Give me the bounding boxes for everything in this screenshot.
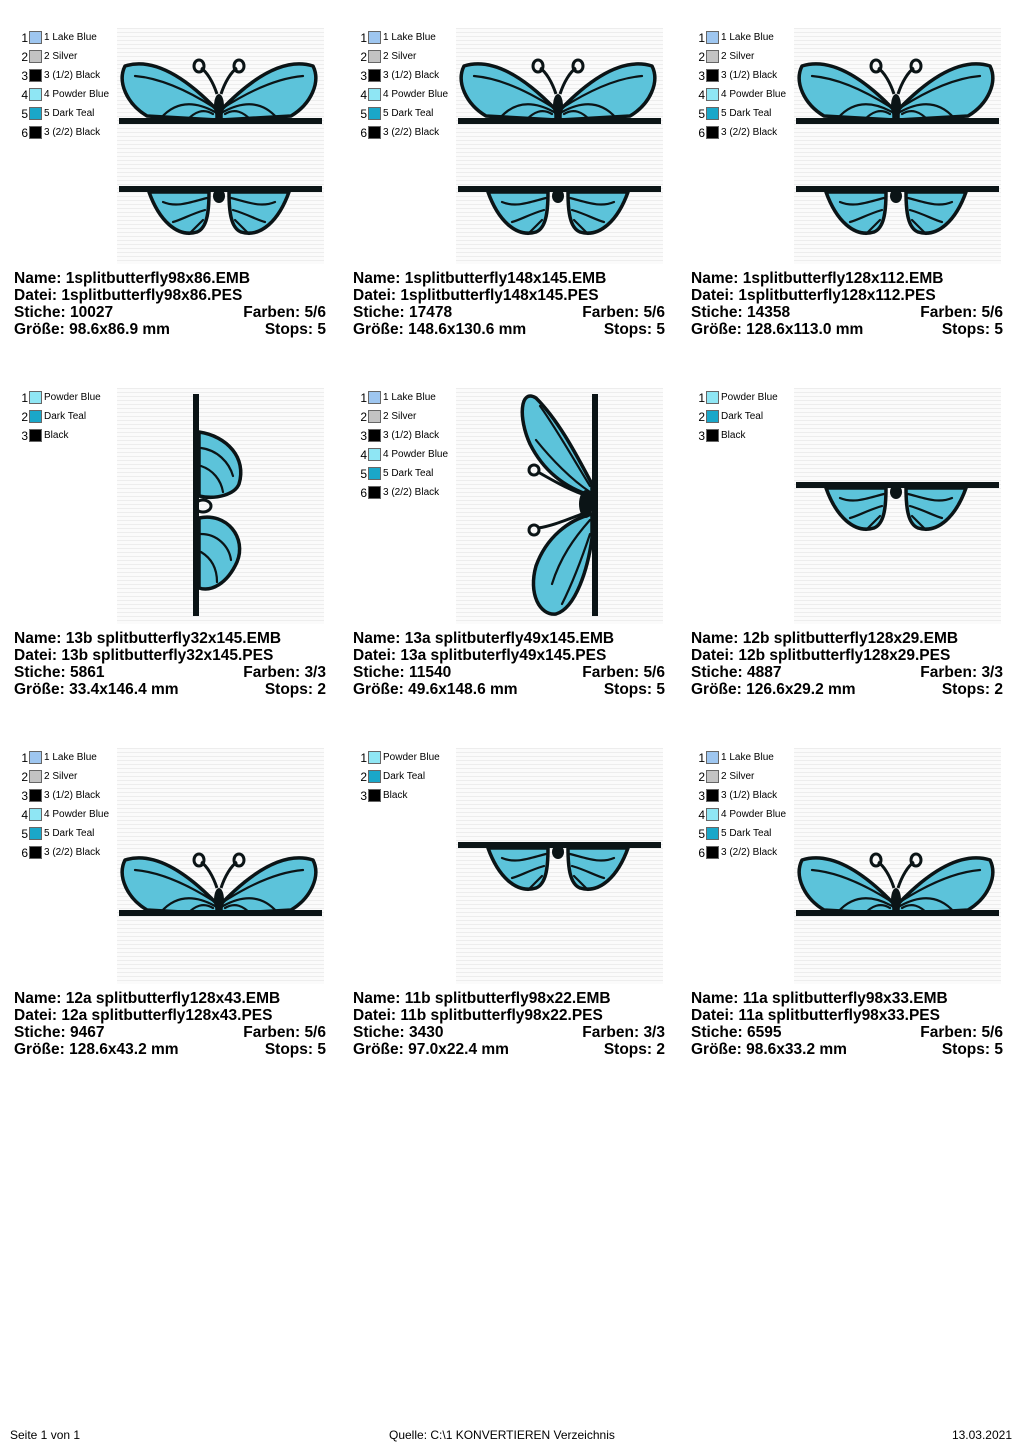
legend-color-name: 4 Powder Blue (383, 89, 449, 100)
legend-number: 1 (698, 750, 705, 765)
legend-number: 5 (698, 826, 705, 841)
legend-color-name: 1 Lake Blue (44, 752, 97, 763)
color-swatch (706, 751, 719, 764)
color-swatch (368, 410, 381, 423)
legend-number: 3 (360, 788, 367, 803)
color-swatch (29, 827, 42, 840)
legend-row (695, 748, 805, 767)
legend-row (695, 805, 805, 824)
design-name: Name: 13a splitbuterfly49x145.EMB (353, 630, 615, 647)
legend-row (357, 388, 467, 407)
design-card (353, 720, 683, 1060)
legend-color-name: 5 Dark Teal (721, 828, 772, 839)
legend-color-name: 2 Silver (721, 51, 755, 62)
legend-row (695, 85, 805, 104)
legend-color-name: 1 Lake Blue (721, 752, 774, 763)
legend-color-name: Powder Blue (44, 392, 101, 403)
color-count: Farben: 5/6 (920, 304, 1003, 321)
color-swatch (706, 789, 719, 802)
split-bar-top (796, 118, 999, 124)
legend-color-name: 5 Dark Teal (44, 108, 95, 119)
legend-row (357, 407, 467, 426)
design-preview (794, 388, 1001, 624)
color-swatch (29, 751, 42, 764)
stop-count: Stops: 5 (264, 1041, 326, 1058)
design-file: Datei: 1splitbutterfly98x86.PES (14, 287, 243, 304)
color-count: Farben: 5/6 (582, 304, 665, 321)
design-preview (456, 388, 663, 624)
design-preview (456, 748, 663, 984)
design-name: Name: 1splitbutterfly98x86.EMB (14, 270, 251, 287)
color-count: Farben: 5/6 (920, 1024, 1003, 1041)
legend-color-name: 3 (1/2) Black (383, 70, 440, 81)
legend-number: 6 (21, 125, 28, 140)
legend-row (695, 843, 805, 862)
legend-color-name: 3 (1/2) Black (383, 430, 440, 441)
legend-color-name: 3 (2/2) Black (383, 127, 440, 138)
color-swatch (368, 486, 381, 499)
legend-color-name: 5 Dark Teal (44, 828, 95, 839)
design-preview (117, 748, 324, 984)
legend-color-name: 1 Lake Blue (44, 32, 97, 43)
legend-number: 1 (360, 30, 367, 45)
design-card (14, 720, 344, 1060)
stitch-count: Stiche: 10027 (14, 304, 114, 321)
hoop-background (456, 748, 663, 984)
color-count: Farben: 3/3 (920, 664, 1003, 681)
thread-color-legend (695, 748, 805, 862)
legend-color-name: 2 Silver (44, 771, 78, 782)
legend-color-name: Black (721, 430, 746, 441)
design-name: Name: 1splitbutterfly148x145.EMB (353, 270, 607, 287)
design-file: Datei: 12a splitbutterfly128x43.PES (14, 1007, 273, 1024)
design-size: Größe: 126.6x29.2 mm (691, 681, 856, 698)
thread-color-legend (357, 388, 467, 502)
legend-row (18, 28, 128, 47)
color-swatch (368, 126, 381, 139)
legend-color-name: 1 Lake Blue (383, 392, 436, 403)
color-swatch (368, 69, 381, 82)
legend-color-name: 2 Silver (44, 51, 78, 62)
color-swatch (706, 410, 719, 423)
design-file: Datei: 1splitbutterfly128x112.PES (691, 287, 936, 304)
legend-number: 5 (360, 106, 367, 121)
legend-number: 1 (21, 30, 28, 45)
color-swatch (368, 467, 381, 480)
legend-number: 1 (698, 390, 705, 405)
color-swatch (29, 31, 42, 44)
legend-row (18, 123, 128, 142)
color-swatch (29, 391, 42, 404)
legend-number: 1 (698, 30, 705, 45)
color-swatch (29, 789, 42, 802)
color-swatch (29, 770, 42, 783)
legend-color-name: 3 (1/2) Black (721, 70, 778, 81)
color-swatch (368, 50, 381, 63)
legend-row (357, 748, 467, 767)
legend-number: 5 (21, 826, 28, 841)
legend-row (18, 388, 128, 407)
stitch-count: Stiche: 14358 (691, 304, 791, 321)
legend-number: 6 (21, 845, 28, 860)
design-size: Größe: 128.6x113.0 mm (691, 321, 864, 338)
legend-number: 3 (360, 68, 367, 83)
legend-number: 4 (360, 87, 367, 102)
design-card (14, 0, 344, 340)
thread-color-legend (18, 388, 128, 445)
legend-number: 1 (21, 750, 28, 765)
legend-color-name: 3 (2/2) Black (383, 487, 440, 498)
embroidery-preview-svg (794, 748, 1001, 984)
legend-row (695, 28, 805, 47)
design-info (353, 990, 665, 1058)
color-swatch (706, 827, 719, 840)
legend-row (695, 47, 805, 66)
legend-row (18, 805, 128, 824)
embroidery-preview-svg (117, 388, 324, 624)
legend-color-name: 4 Powder Blue (721, 809, 787, 820)
embroidery-preview-svg (456, 28, 663, 264)
color-swatch (368, 391, 381, 404)
legend-row (18, 843, 128, 862)
legend-row (695, 66, 805, 85)
stitch-count: Stiche: 17478 (353, 304, 453, 321)
legend-row (18, 786, 128, 805)
split-bar (796, 910, 999, 916)
legend-number: 3 (698, 428, 705, 443)
design-size: Größe: 33.4x146.4 mm (14, 681, 179, 698)
color-swatch (368, 429, 381, 442)
footer-page-number: Seite 1 von 1 (10, 1428, 81, 1442)
color-swatch (706, 846, 719, 859)
legend-number: 4 (360, 447, 367, 462)
stop-count: Stops: 5 (603, 681, 665, 698)
legend-row (18, 85, 128, 104)
legend-color-name: Dark Teal (721, 411, 764, 422)
hoop-background (117, 388, 324, 624)
legend-number: 2 (698, 49, 705, 64)
stitch-count: Stiche: 5861 (14, 664, 105, 681)
legend-row (357, 426, 467, 445)
split-bar (119, 910, 322, 916)
design-card (691, 0, 1021, 340)
legend-row (357, 767, 467, 786)
legend-row (357, 445, 467, 464)
color-count: Farben: 5/6 (582, 664, 665, 681)
design-file: Datei: 13b splitbutterfly32x145.PES (14, 647, 274, 664)
stop-count: Stops: 5 (264, 321, 326, 338)
legend-number: 1 (21, 390, 28, 405)
stitch-count: Stiche: 6595 (691, 1024, 782, 1041)
legend-color-name: Powder Blue (383, 752, 440, 763)
legend-number: 3 (21, 68, 28, 83)
design-name: Name: 12b splitbutterfly128x29.EMB (691, 630, 959, 647)
stitch-count: Stiche: 9467 (14, 1024, 105, 1041)
legend-number: 4 (698, 87, 705, 102)
thread-color-legend (357, 28, 467, 142)
footer-source: Quelle: C:\1 KONVERTIEREN Verzeichnis (389, 1428, 615, 1442)
design-card (691, 720, 1021, 1060)
color-swatch (29, 808, 42, 821)
stitch-count: Stiche: 11540 (353, 664, 452, 681)
legend-number: 1 (360, 750, 367, 765)
stop-count: Stops: 5 (941, 1041, 1003, 1058)
design-card (353, 360, 683, 700)
legend-row (18, 824, 128, 843)
color-swatch (706, 126, 719, 139)
color-swatch (368, 448, 381, 461)
color-swatch (706, 69, 719, 82)
design-card (14, 360, 344, 700)
design-size: Größe: 98.6x86.9 mm (14, 321, 170, 338)
legend-color-name: 3 (1/2) Black (44, 790, 101, 801)
thread-color-legend (695, 28, 805, 142)
legend-number: 2 (360, 409, 367, 424)
legend-number: 5 (698, 106, 705, 121)
legend-color-name: 4 Powder Blue (721, 89, 787, 100)
legend-number: 6 (360, 125, 367, 140)
design-name: Name: 11b splitbutterfly98x22.EMB (353, 990, 611, 1007)
legend-color-name: Dark Teal (383, 771, 426, 782)
legend-color-name: 2 Silver (721, 771, 755, 782)
design-name: Name: 13b splitbutterfly32x145.EMB (14, 630, 282, 647)
design-preview (117, 28, 324, 264)
legend-row (695, 426, 805, 445)
legend-number: 2 (360, 49, 367, 64)
split-bar-top (458, 118, 661, 124)
color-count: Farben: 5/6 (243, 304, 326, 321)
color-swatch (706, 770, 719, 783)
design-size: Größe: 128.6x43.2 mm (14, 1041, 179, 1058)
butterfly-body (214, 888, 224, 912)
color-swatch (368, 88, 381, 101)
design-info (691, 990, 1003, 1058)
design-file: Datei: 13a splitbuterfly49x145.PES (353, 647, 607, 664)
stop-count: Stops: 2 (264, 681, 326, 698)
design-info (14, 630, 326, 698)
thread-color-legend (18, 748, 128, 862)
embroidery-preview-svg (117, 748, 324, 984)
legend-row (695, 388, 805, 407)
legend-row (357, 104, 467, 123)
color-swatch (29, 429, 42, 442)
legend-color-name: 3 (1/2) Black (721, 790, 778, 801)
color-swatch (706, 429, 719, 442)
legend-color-name: Black (44, 430, 69, 441)
legend-number: 4 (21, 87, 28, 102)
legend-row (357, 464, 467, 483)
thread-color-legend (18, 28, 128, 142)
color-swatch (368, 31, 381, 44)
color-swatch (706, 107, 719, 120)
legend-color-name: 1 Lake Blue (721, 32, 774, 43)
legend-color-name: 5 Dark Teal (383, 108, 434, 119)
legend-row (695, 407, 805, 426)
footer-date: 13.03.2021 (951, 1428, 1012, 1442)
legend-number: 4 (698, 807, 705, 822)
color-count: Farben: 3/3 (243, 664, 326, 681)
color-swatch (368, 751, 381, 764)
legend-number: 2 (360, 769, 367, 784)
legend-row (357, 123, 467, 142)
design-info (691, 630, 1003, 698)
stitch-count: Stiche: 3430 (353, 1024, 444, 1041)
legend-row (695, 824, 805, 843)
butterfly-body (214, 94, 224, 118)
legend-row (18, 47, 128, 66)
color-swatch (706, 88, 719, 101)
embroidery-preview-svg (794, 28, 1001, 264)
legend-number: 4 (21, 807, 28, 822)
color-swatch (29, 69, 42, 82)
legend-row (357, 47, 467, 66)
color-swatch (29, 126, 42, 139)
legend-color-name: 2 Silver (383, 51, 417, 62)
legend-row (357, 786, 467, 805)
color-swatch (29, 846, 42, 859)
legend-row (18, 426, 128, 445)
legend-color-name: 5 Dark Teal (721, 108, 772, 119)
color-swatch (368, 789, 381, 802)
legend-number: 2 (21, 409, 28, 424)
legend-number: 1 (360, 390, 367, 405)
design-name: Name: 1splitbutterfly128x112.EMB (691, 270, 944, 287)
design-info (14, 990, 326, 1058)
design-size: Größe: 148.6x130.6 mm (353, 321, 527, 338)
design-preview (456, 28, 663, 264)
legend-number: 3 (360, 428, 367, 443)
color-swatch (706, 391, 719, 404)
legend-row (357, 66, 467, 85)
color-swatch (29, 410, 42, 423)
design-file: Datei: 11a splitbutterfly98x33.PES (691, 1007, 940, 1024)
design-file: Datei: 1splitbutterfly148x145.PES (353, 287, 599, 304)
design-file: Datei: 12b splitbutterfly128x29.PES (691, 647, 951, 664)
legend-row (18, 407, 128, 426)
design-info (691, 270, 1003, 338)
color-count: Farben: 3/3 (582, 1024, 665, 1041)
stop-count: Stops: 2 (603, 1041, 665, 1058)
legend-color-name: Powder Blue (721, 392, 778, 403)
legend-row (695, 104, 805, 123)
legend-color-name: 4 Powder Blue (44, 89, 110, 100)
legend-number: 2 (21, 769, 28, 784)
legend-color-name: 3 (2/2) Black (721, 847, 778, 858)
legend-color-name: Black (383, 790, 408, 801)
legend-color-name: 4 Powder Blue (44, 809, 110, 820)
design-size: Größe: 97.0x22.4 mm (353, 1041, 509, 1058)
legend-number: 6 (698, 845, 705, 860)
embroidery-preview-svg (794, 388, 1001, 624)
legend-color-name: 3 (2/2) Black (721, 127, 778, 138)
color-count: Farben: 5/6 (243, 1024, 326, 1041)
legend-number: 3 (21, 788, 28, 803)
legend-row (18, 66, 128, 85)
legend-color-name: 4 Powder Blue (383, 449, 449, 460)
legend-number: 3 (21, 428, 28, 443)
design-size: Größe: 98.6x33.2 mm (691, 1041, 847, 1058)
color-swatch (29, 50, 42, 63)
embroidery-preview-svg (117, 28, 324, 264)
legend-number: 5 (360, 466, 367, 481)
color-swatch (706, 31, 719, 44)
design-info (14, 270, 326, 338)
legend-number: 6 (698, 125, 705, 140)
legend-row (695, 123, 805, 142)
legend-color-name: 2 Silver (383, 411, 417, 422)
legend-color-name: Dark Teal (44, 411, 87, 422)
design-file: Datei: 11b splitbutterfly98x22.PES (353, 1007, 603, 1024)
legend-row (357, 483, 467, 502)
butterfly-body (553, 94, 563, 118)
legend-number: 5 (21, 106, 28, 121)
hoop-background (794, 388, 1001, 624)
design-name: Name: 12a splitbutterfly128x43.EMB (14, 990, 281, 1007)
legend-number: 2 (21, 49, 28, 64)
design-card (353, 0, 683, 340)
thread-color-legend (695, 388, 805, 445)
legend-row (695, 786, 805, 805)
design-info (353, 630, 665, 698)
legend-number: 2 (698, 769, 705, 784)
legend-number: 6 (360, 485, 367, 500)
embroidery-preview-svg (456, 748, 663, 984)
legend-row (357, 28, 467, 47)
design-preview (794, 28, 1001, 264)
stop-count: Stops: 5 (941, 321, 1003, 338)
butterfly-body (891, 888, 901, 912)
legend-row (695, 767, 805, 786)
legend-number: 3 (698, 68, 705, 83)
stop-count: Stops: 2 (941, 681, 1003, 698)
butterfly-body (891, 94, 901, 118)
thread-color-legend (357, 748, 467, 805)
design-size: Größe: 49.6x148.6 mm (353, 681, 518, 698)
color-swatch (29, 107, 42, 120)
design-name: Name: 11a splitbutterfly98x33.EMB (691, 990, 948, 1007)
embroidery-preview-svg (456, 388, 663, 624)
legend-color-name: 3 (2/2) Black (44, 127, 101, 138)
color-swatch (706, 808, 719, 821)
design-preview (794, 748, 1001, 984)
legend-row (18, 748, 128, 767)
design-preview (117, 388, 324, 624)
legend-color-name: 3 (2/2) Black (44, 847, 101, 858)
design-info (353, 270, 665, 338)
legend-number: 2 (698, 409, 705, 424)
legend-row (18, 104, 128, 123)
legend-row (18, 767, 128, 786)
color-swatch (368, 770, 381, 783)
legend-color-name: 3 (1/2) Black (44, 70, 101, 81)
design-card (691, 360, 1021, 700)
legend-number: 3 (698, 788, 705, 803)
color-swatch (368, 107, 381, 120)
legend-color-name: 1 Lake Blue (383, 32, 436, 43)
color-swatch (29, 88, 42, 101)
stop-count: Stops: 5 (603, 321, 665, 338)
color-swatch (706, 50, 719, 63)
stitch-count: Stiche: 4887 (691, 664, 782, 681)
legend-color-name: 5 Dark Teal (383, 468, 434, 479)
legend-row (357, 85, 467, 104)
split-bar-top (119, 118, 322, 124)
